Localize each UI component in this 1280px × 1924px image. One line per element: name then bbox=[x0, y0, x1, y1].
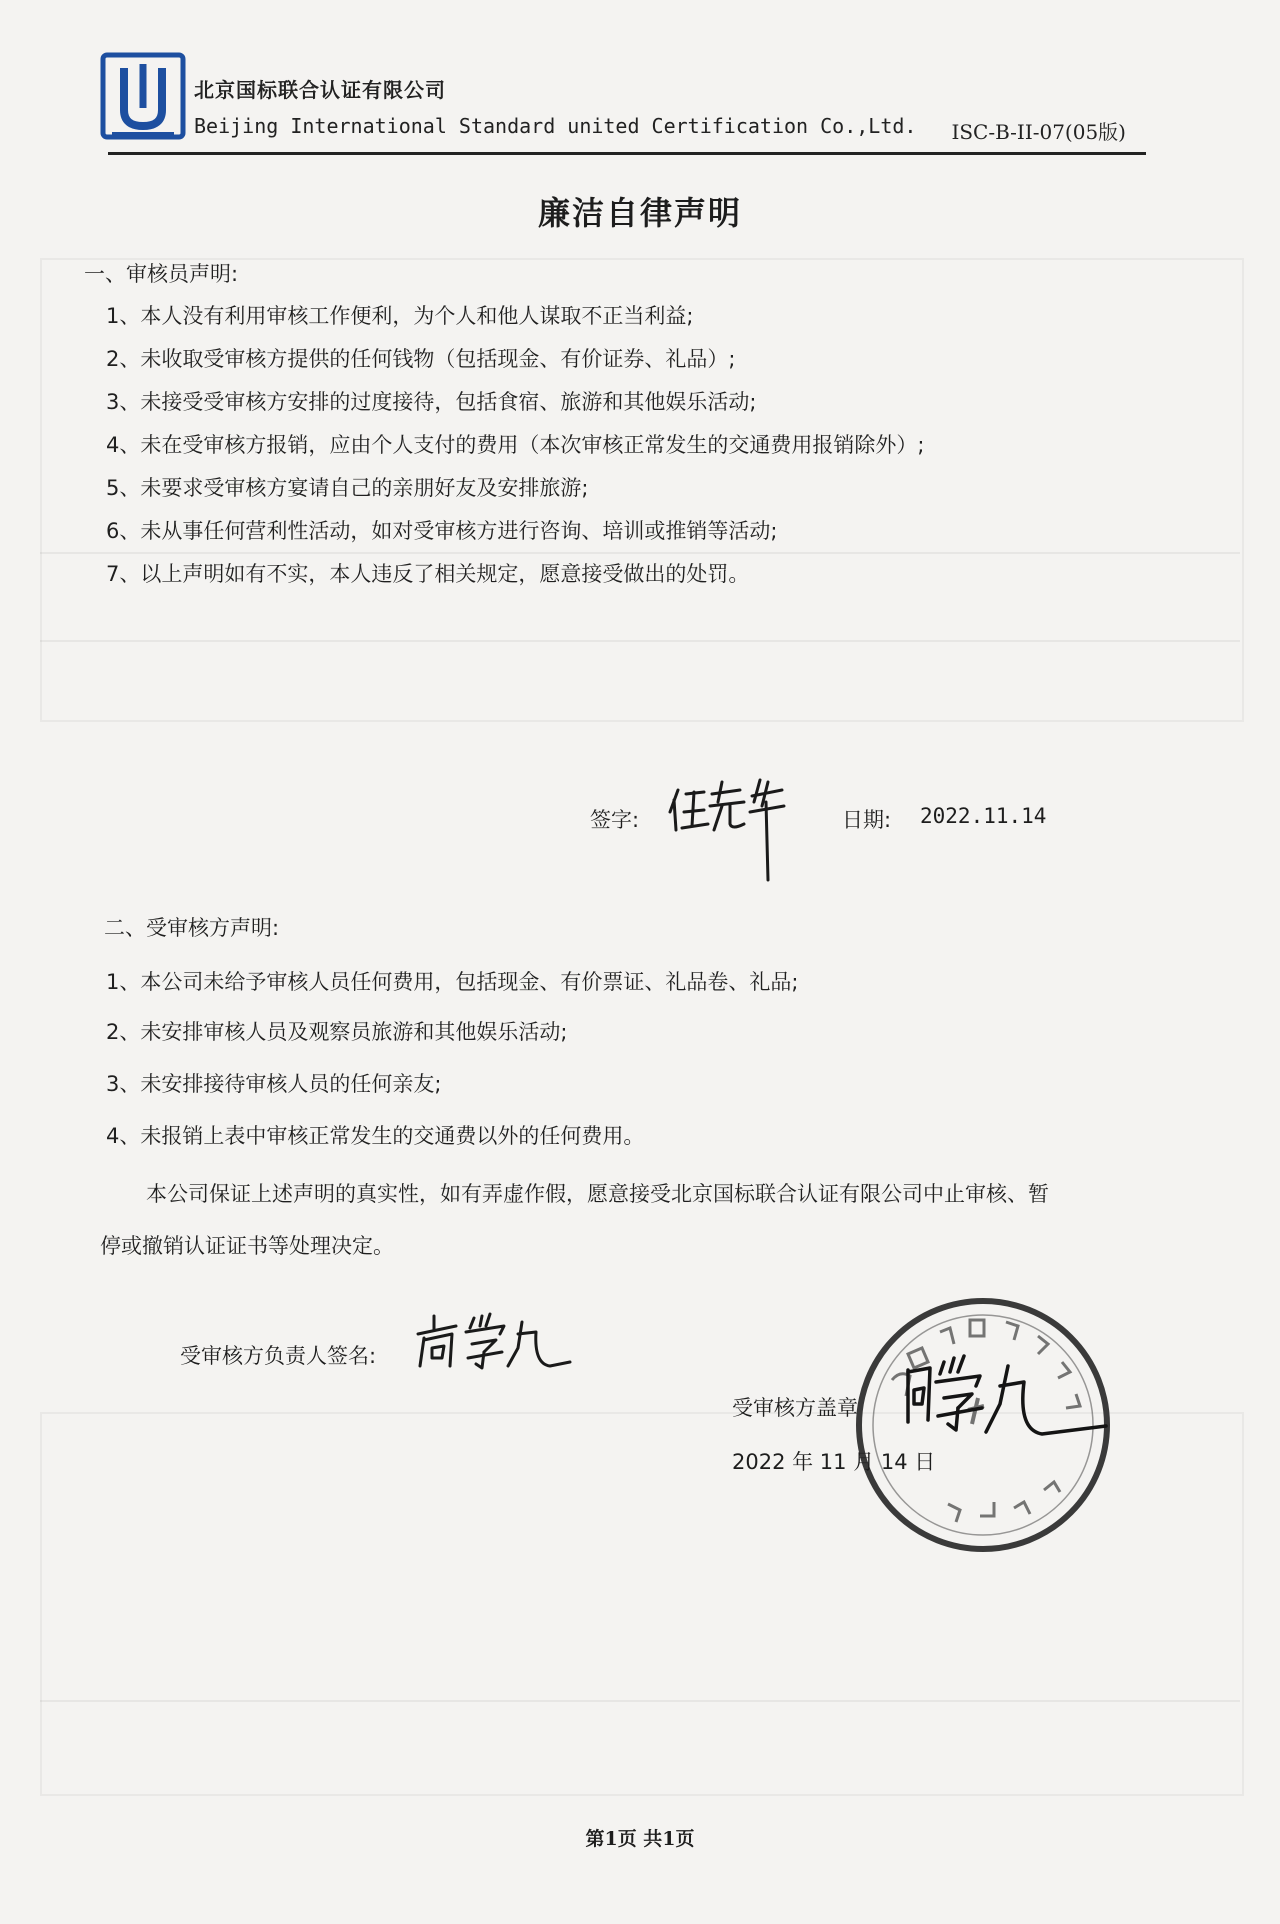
auditee-section-heading: 二、受审核方声明: bbox=[104, 916, 280, 940]
bleed-through-line bbox=[40, 552, 1240, 554]
auditor-statement-item: 3、未接受受审核方安排的过度接待，包括食宿、旅游和其他娱乐活动; bbox=[106, 390, 757, 414]
auditor-section-heading: 一、审核员声明: bbox=[84, 262, 239, 286]
auditor-statement-item: 5、未要求受审核方宴请自己的亲朋好友及安排旅游; bbox=[106, 476, 589, 500]
auditee-statement-item: 2、未安排审核人员及观察员旅游和其他娱乐活动; bbox=[106, 1020, 568, 1044]
auditor-handwritten-signature bbox=[664, 772, 814, 882]
bleed-through-line bbox=[40, 640, 1240, 642]
auditor-statement-item: 1、本人没有利用审核工作便利，为个人和他人谋取不正当利益; bbox=[106, 304, 694, 328]
auditee-statement-item: 1、本公司未给予审核人员任何费用，包括现金、有价票证、礼品卷、礼品; bbox=[106, 970, 799, 994]
company-logo-icon bbox=[100, 52, 186, 140]
document-code: ISC-B-II-07(05版) bbox=[951, 120, 1126, 144]
header-divider bbox=[108, 152, 1146, 155]
auditor-date-label: 日期: bbox=[842, 808, 892, 832]
bleed-through-line bbox=[40, 1700, 1240, 1702]
auditor-statement-item: 2、未收取受审核方提供的任何钱物（包括现金、有价证券、礼品）; bbox=[106, 347, 736, 371]
auditor-sign-label: 签字: bbox=[590, 808, 640, 832]
company-name-en: Beijing International Standard united Certification Co.,Ltd. bbox=[194, 114, 917, 138]
page-title: 廉洁自律声明 bbox=[537, 194, 742, 232]
auditee-statement-item: 3、未安排接待审核人员的任何亲友; bbox=[106, 1072, 442, 1096]
auditor-statement-item: 7、以上声明如有不实，本人违反了相关规定，愿意接受做出的处罚。 bbox=[106, 562, 750, 586]
page-number: 第1页 共1页 bbox=[585, 1828, 695, 1850]
guarantee-text: 停或撤销认证证书等处理决定。 bbox=[100, 1234, 394, 1258]
seal-label: 受审核方盖章 bbox=[732, 1396, 858, 1420]
auditor-date-value: 2022.11.14 bbox=[920, 804, 1047, 828]
letterhead bbox=[96, 52, 1146, 160]
responsible-sign-label: 受审核方负责人签名: bbox=[180, 1344, 377, 1368]
responsible-handwritten-signature bbox=[410, 1304, 580, 1384]
auditor-statement-item: 6、未从事任何营利性活动，如对受审核方进行咨询、培训或推销等活动; bbox=[106, 519, 778, 543]
guarantee-text: 本公司保证上述声明的真实性，如有弄虚作假，愿意接受北京国标联合认证有限公司中止审核、暂 bbox=[146, 1182, 1049, 1206]
seal-date: 2022 年 11 月 14 日 bbox=[732, 1450, 936, 1474]
auditor-statement-item: 4、未在受审核方报销，应由个人支付的费用（本次审核正常发生的交通费用报销除外）; bbox=[106, 433, 925, 457]
company-name-cn: 北京国标联合认证有限公司 bbox=[194, 78, 446, 102]
auditee-statement-item: 4、未报销上表中审核正常发生的交通费以外的任何费用。 bbox=[106, 1124, 645, 1148]
